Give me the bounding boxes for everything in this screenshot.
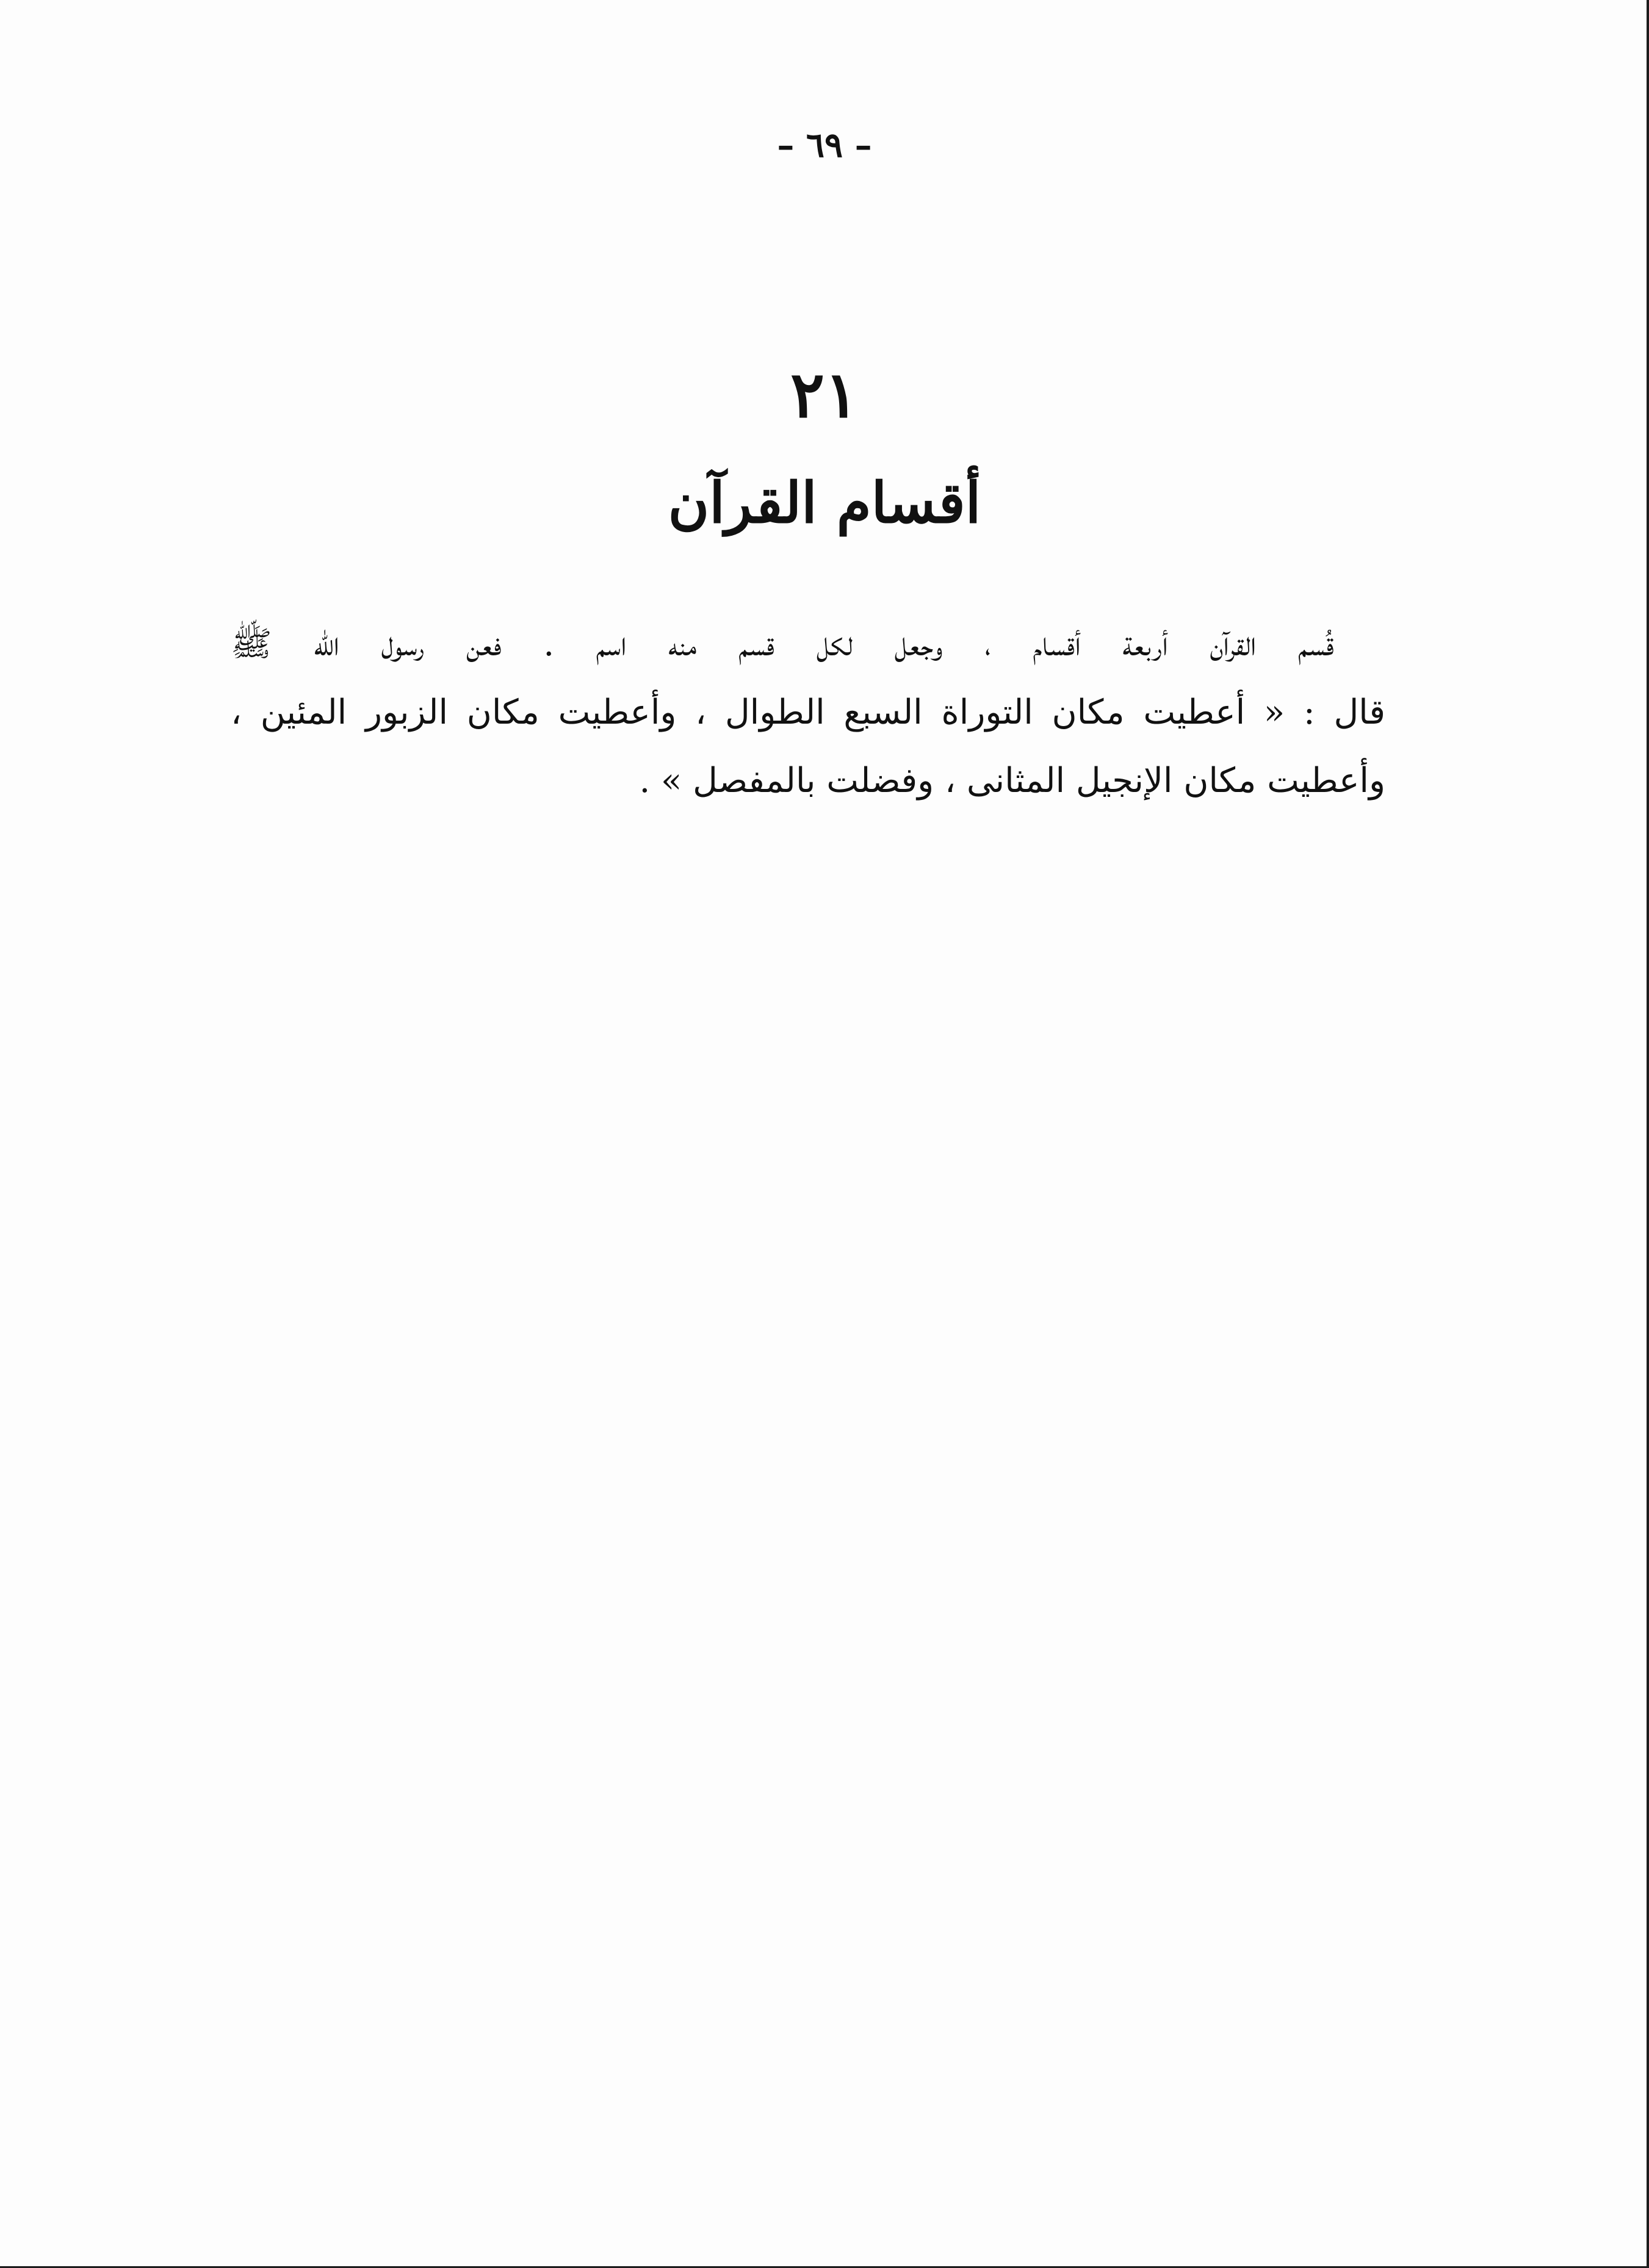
page-edge-right [1647, 0, 1649, 2268]
paragraph-line-1: قُسم القرآن أربعة أقسام ، وجعل لكل قسم منه اسم . فعن رسول الله ﷺ [231, 624, 1334, 664]
paragraph-line-2: قال : « أعطيت مكان التوراة السبع الطوال ، وأعطيت مكان الزبور المئين ، [231, 693, 1386, 732]
paragraph-line-3: وأعطيت مكان الإنجيل المثانى ، وفضلت بالمفصل » . [639, 761, 1385, 801]
body-paragraph [231, 610, 1385, 815]
chapter-number: ٢١ [790, 357, 859, 432]
chapter-title: أقسام القرآن [668, 470, 981, 536]
page-number: – ٦٩ – [777, 125, 872, 165]
